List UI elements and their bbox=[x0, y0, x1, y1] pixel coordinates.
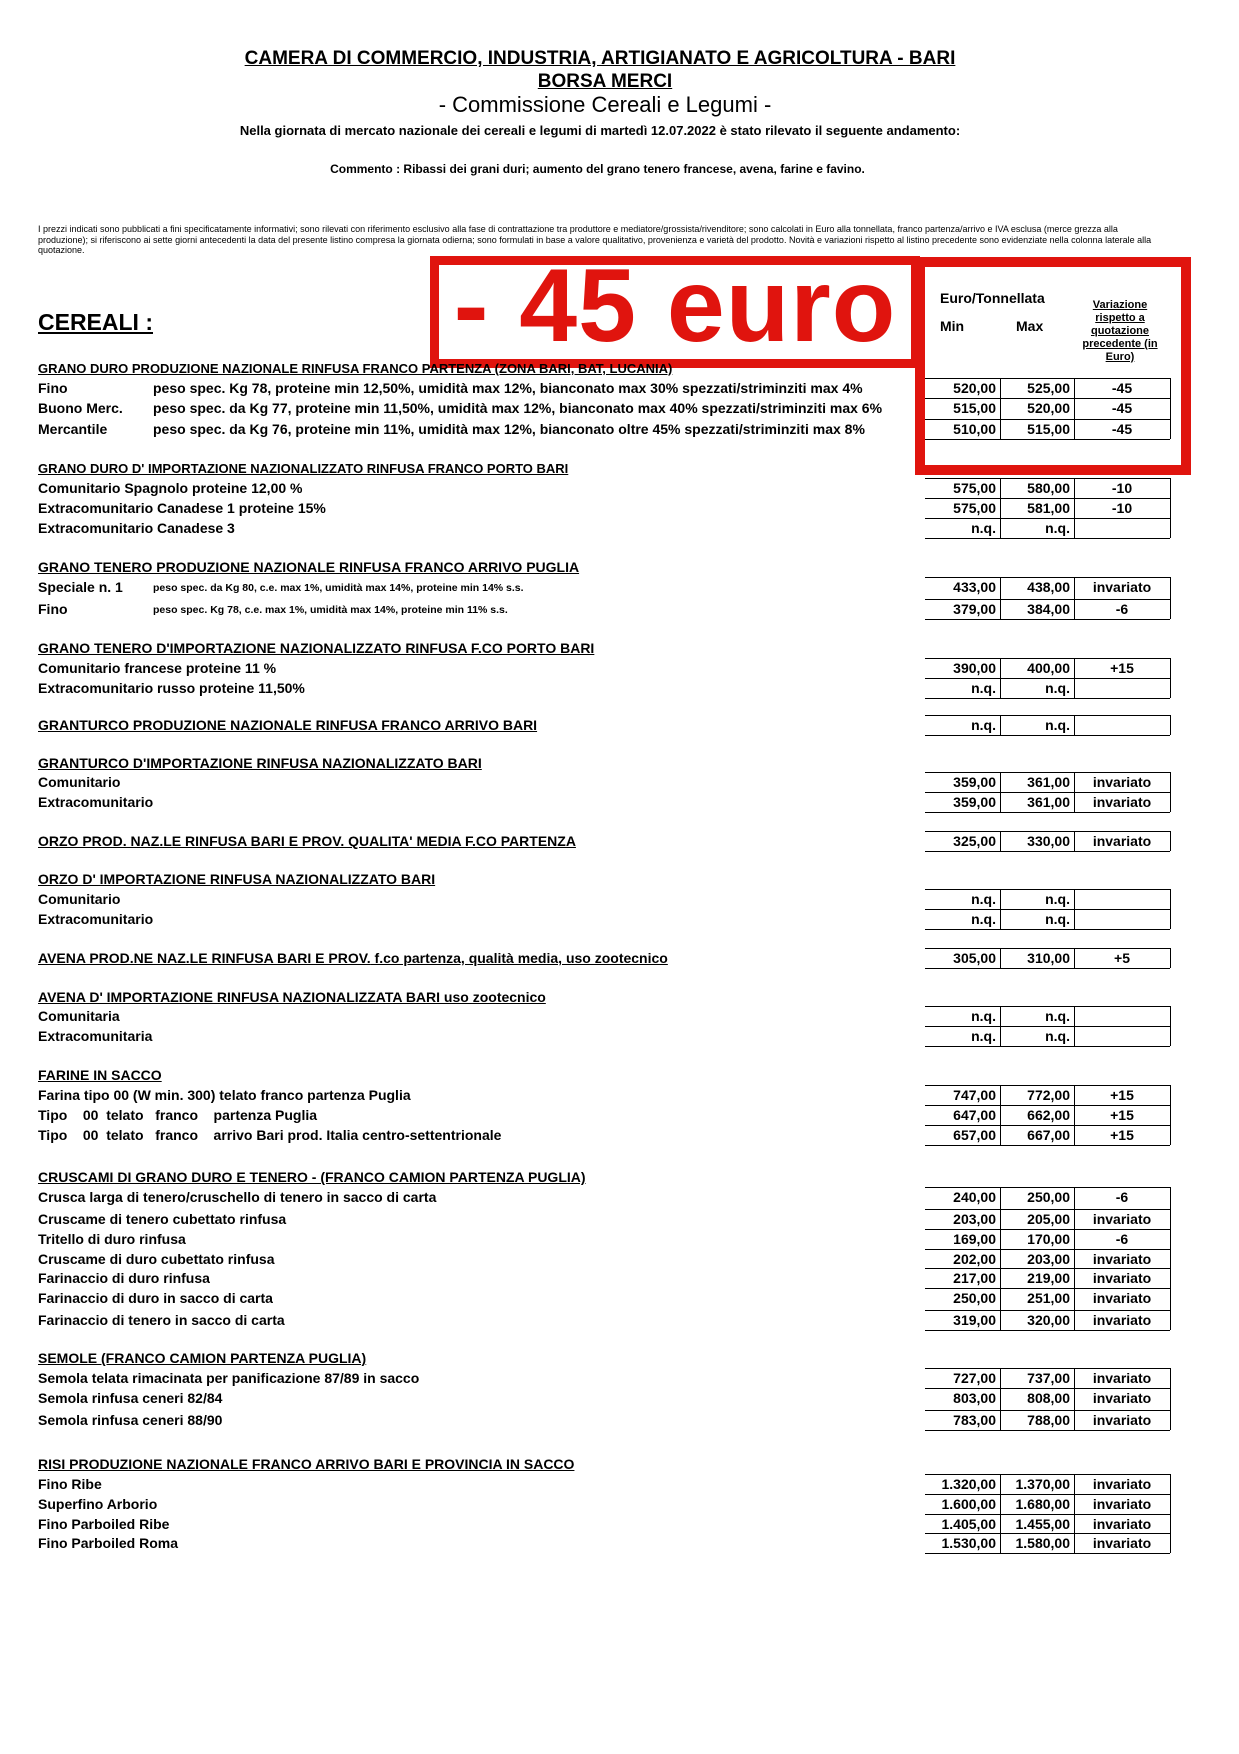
min-price-cell: 390,00 bbox=[953, 660, 996, 676]
row-label: Mercantile bbox=[38, 421, 108, 437]
max-price-cell: 662,00 bbox=[1027, 1107, 1070, 1123]
table-rule-vertical bbox=[1074, 478, 1075, 538]
min-price-cell: 510,00 bbox=[953, 421, 996, 437]
max-price-cell: 1.370,00 bbox=[1015, 1476, 1070, 1492]
table-rule-vertical bbox=[1074, 1368, 1075, 1430]
min-price-cell: 202,00 bbox=[953, 1251, 996, 1267]
table-rule-vertical bbox=[1170, 1368, 1171, 1430]
min-price-cell: n.q. bbox=[971, 680, 996, 696]
table-rule-vertical bbox=[1170, 889, 1171, 929]
table-rule-vertical bbox=[1000, 772, 1001, 812]
table-rule-vertical bbox=[1170, 1085, 1171, 1145]
variation-cell: invariato bbox=[1092, 1370, 1152, 1386]
row-label: Farinaccio di tenero in sacco di carta bbox=[38, 1312, 285, 1328]
table-rule-vertical bbox=[1170, 658, 1171, 698]
section-title: CRUSCAMI DI GRANO DURO E TENERO - (FRANCO CAMION PARTENZA PUGLIA) bbox=[38, 1169, 586, 1185]
row-label: Extracomunitario bbox=[38, 794, 154, 810]
variation-cell: +15 bbox=[1110, 660, 1134, 676]
row-label: Extracomunitario Canadese 3 bbox=[38, 520, 235, 536]
row-label: Extracomunitario Canadese 1 proteine 15% bbox=[38, 500, 326, 516]
section-title: AVENA PROD.NE NAZ.LE RINFUSA BARI E PROV. f.co partenza, qualità media, uso zootecnico bbox=[38, 950, 668, 966]
max-price-cell: n.q. bbox=[1045, 1008, 1070, 1024]
row-label: Comunitaria bbox=[38, 1008, 120, 1024]
row-label: Fino bbox=[38, 601, 68, 617]
table-rule-horizontal bbox=[925, 538, 1170, 539]
min-price-cell: 217,00 bbox=[953, 1270, 996, 1286]
row-label: Cruscame di tenero cubettato rinfusa bbox=[38, 1211, 287, 1227]
table-rule-horizontal bbox=[925, 812, 1170, 813]
row-label: Comunitario bbox=[38, 891, 121, 907]
table-rule-vertical bbox=[1074, 948, 1075, 968]
min-price-cell: n.q. bbox=[971, 1028, 996, 1044]
max-price-cell: 219,00 bbox=[1027, 1270, 1070, 1286]
variation-cell: -6 bbox=[1115, 1189, 1129, 1205]
min-price-cell: n.q. bbox=[971, 1008, 996, 1024]
max-price-cell: n.q. bbox=[1045, 717, 1070, 733]
variation-cell: -45 bbox=[1111, 421, 1133, 437]
row-label: Buono Merc. bbox=[38, 400, 123, 416]
variation-cell: invariato bbox=[1092, 774, 1152, 790]
table-rule-vertical bbox=[1170, 577, 1171, 619]
table-rule-horizontal bbox=[925, 792, 1170, 793]
row-label: Farinaccio di duro rinfusa bbox=[38, 1270, 210, 1286]
min-price-cell: 520,00 bbox=[953, 380, 996, 396]
min-price-cell: 379,00 bbox=[953, 601, 996, 617]
table-rule-horizontal bbox=[925, 1310, 1170, 1311]
table-rule-horizontal bbox=[925, 1388, 1170, 1389]
variation-cell: invariato bbox=[1092, 1516, 1152, 1532]
table-rule-horizontal bbox=[925, 1474, 1170, 1475]
max-price-cell: n.q. bbox=[1045, 891, 1070, 907]
max-price-cell: 361,00 bbox=[1027, 794, 1070, 810]
table-rule-vertical bbox=[1000, 715, 1001, 735]
section-title: RISI PRODUZIONE NAZIONALE FRANCO ARRIVO BARI E PROVINCIA IN SACCO bbox=[38, 1456, 575, 1472]
row-label: Cruscame di duro cubettato rinfusa bbox=[38, 1251, 275, 1267]
max-price-cell: 667,00 bbox=[1027, 1127, 1070, 1143]
table-rule-horizontal bbox=[925, 1268, 1170, 1269]
table-rule-vertical bbox=[1074, 772, 1075, 812]
max-price-cell: n.q. bbox=[1045, 680, 1070, 696]
row-label: Fino Parboiled Roma bbox=[38, 1535, 179, 1551]
table-rule-horizontal bbox=[925, 478, 1170, 479]
max-price-cell: 1.580,00 bbox=[1015, 1535, 1070, 1551]
table-rule-horizontal bbox=[925, 948, 1170, 949]
variation-cell: invariato bbox=[1092, 1312, 1152, 1328]
min-price-cell: 250,00 bbox=[953, 1290, 996, 1306]
min-price-cell: 1.320,00 bbox=[941, 1476, 996, 1492]
table-rule-vertical bbox=[1074, 658, 1075, 698]
market-comment: Commento : Ribassi dei grani duri; aumento del grano tenero francese, avena, farine e favino. bbox=[330, 162, 865, 176]
table-rule-horizontal bbox=[925, 1430, 1170, 1431]
max-price-cell: 250,00 bbox=[1027, 1189, 1070, 1205]
variation-cell: invariato bbox=[1092, 1251, 1152, 1267]
table-rule-vertical bbox=[1000, 577, 1001, 619]
row-label: Semola rinfusa ceneri 88/90 bbox=[38, 1412, 223, 1428]
table-rule-horizontal bbox=[925, 1026, 1170, 1027]
max-price-cell: 384,00 bbox=[1027, 601, 1070, 617]
max-price-cell: 400,00 bbox=[1027, 660, 1070, 676]
row-label: Comunitario Spagnolo proteine 12,00 % bbox=[38, 480, 303, 496]
max-price-cell: 330,00 bbox=[1027, 833, 1070, 849]
variation-cell: invariato bbox=[1092, 1290, 1152, 1306]
row-desc: peso spec. Kg 78, proteine min 12,50%, umidità max 12%, bianconato max 30% spezzati/striminziti max 4% bbox=[153, 380, 863, 396]
row-label: Extracomunitaria bbox=[38, 1028, 153, 1044]
min-price-cell: 319,00 bbox=[953, 1312, 996, 1328]
max-price-cell: 520,00 bbox=[1027, 400, 1070, 416]
row-label: Extracomunitario russo proteine 11,50% bbox=[38, 680, 305, 696]
max-price-cell: n.q. bbox=[1045, 911, 1070, 927]
table-rule-horizontal bbox=[925, 1229, 1170, 1230]
table-rule-horizontal bbox=[925, 1209, 1170, 1210]
table-rule-horizontal bbox=[925, 1288, 1170, 1289]
max-price-cell: n.q. bbox=[1045, 1028, 1070, 1044]
table-rule-vertical bbox=[1170, 948, 1171, 968]
section-title: GRANO DURO PRODUZIONE NAZIONALE RINFUSA FRANCO PARTENZA (ZONA BARI, BAT, LUCANIA) bbox=[38, 361, 673, 376]
row-label: Tipo 00 telato franco partenza Puglia bbox=[38, 1107, 318, 1123]
max-price-cell: 361,00 bbox=[1027, 774, 1070, 790]
min-price-cell: 727,00 bbox=[953, 1370, 996, 1386]
variation-header: Variazione rispetto a quotazione precedente (in Euro) bbox=[1082, 299, 1158, 363]
disclaimer-text: I prezzi indicati sono pubblicati a fini specificatamente informativi; sono rilevati con riferimento esclusivo alla fase di contrattazione tra produttore e mediatore/grossista/rivenditore; sono calcolati in Euro alla tonnellata, franco partenza/arrivo e IVA esclusa (merce grezza alla produzione); si riferiscono ai sette giorni antecedenti la data del presente listino compresa la giornata odierna; sono formulati in base a valore qualitativo, provenienza e varietà del prodotto. Novità e variazioni rispetto al listino precedente sono evidenziate nella colonna laterale alla quotazione. bbox=[38, 224, 1152, 255]
row-desc: peso spec. da Kg 80, c.e. max 1%, umidità max 14%, proteine min 14% s.s. bbox=[153, 582, 524, 594]
variation-cell: -6 bbox=[1115, 1231, 1129, 1247]
row-label: Semola telata rimacinata per panificazione 87/89 in sacco bbox=[38, 1370, 420, 1386]
variation-cell: -10 bbox=[1111, 480, 1133, 496]
min-price-cell: 305,00 bbox=[953, 950, 996, 966]
variation-cell: invariato bbox=[1092, 1270, 1152, 1286]
section-title: GRANO TENERO PRODUZIONE NAZIONALE RINFUSA FRANCO ARRIVO PUGLIA bbox=[38, 559, 580, 575]
table-rule-horizontal bbox=[925, 599, 1170, 600]
min-price-cell: 325,00 bbox=[953, 833, 996, 849]
table-rule-vertical bbox=[1074, 1474, 1075, 1553]
table-rule-vertical bbox=[1074, 1187, 1075, 1330]
table-rule-vertical bbox=[1170, 478, 1171, 538]
unit-header: Euro/Tonnellata bbox=[940, 290, 1045, 306]
max-price-cell: 320,00 bbox=[1027, 1312, 1070, 1328]
section-title: ORZO D' IMPORTAZIONE RINFUSA NAZIONALIZZATO BARI bbox=[38, 871, 436, 887]
table-rule-vertical bbox=[1074, 831, 1075, 851]
table-rule-horizontal bbox=[925, 1006, 1170, 1007]
table-rule-horizontal bbox=[925, 889, 1170, 890]
section-title: FARINE IN SACCO bbox=[38, 1067, 162, 1083]
table-rule-vertical bbox=[1170, 1187, 1171, 1330]
table-rule-horizontal bbox=[925, 1249, 1170, 1250]
table-rule-vertical bbox=[1170, 715, 1171, 735]
table-rule-horizontal bbox=[925, 498, 1170, 499]
variation-cell: invariato bbox=[1092, 1476, 1152, 1492]
variation-cell: invariato bbox=[1092, 794, 1152, 810]
table-rule-horizontal bbox=[925, 772, 1170, 773]
table-rule-horizontal bbox=[925, 1330, 1170, 1331]
variation-cell: invariato bbox=[1092, 1390, 1152, 1406]
table-rule-horizontal bbox=[925, 715, 1170, 716]
market-day-line: Nella giornata di mercato nazionale dei cereali e legumi di martedì 12.07.2022 è stato rilevato il seguente andamento: bbox=[239, 123, 961, 138]
row-label: Tipo 00 telato franco arrivo Bari prod. Italia centro-settentrionale bbox=[38, 1127, 502, 1143]
max-price-cell: 525,00 bbox=[1027, 380, 1070, 396]
table-rule-horizontal bbox=[925, 678, 1170, 679]
variation-cell: +5 bbox=[1114, 950, 1130, 966]
row-label: Fino bbox=[38, 380, 68, 396]
table-rule-horizontal bbox=[925, 1105, 1170, 1106]
table-rule-horizontal bbox=[925, 577, 1170, 578]
table-rule-vertical bbox=[1074, 1085, 1075, 1145]
table-rule-horizontal bbox=[925, 1514, 1170, 1515]
min-price-cell: 657,00 bbox=[953, 1127, 996, 1143]
variation-cell: invariato bbox=[1092, 579, 1152, 595]
table-rule-vertical bbox=[1000, 1474, 1001, 1553]
min-price-cell: n.q. bbox=[971, 717, 996, 733]
variation-cell: +15 bbox=[1110, 1107, 1134, 1123]
row-desc: peso spec. da Kg 76, proteine min 11%, umidità max 12%, bianconato oltre 45% spezzati/striminziti max 8% bbox=[153, 421, 865, 437]
max-price-cell: 580,00 bbox=[1027, 480, 1070, 496]
table-rule-vertical bbox=[1170, 772, 1171, 812]
table-rule-horizontal bbox=[925, 619, 1170, 620]
variation-cell: -45 bbox=[1111, 400, 1133, 416]
variation-cell: invariato bbox=[1092, 1211, 1152, 1227]
section-title: GRANO TENERO D'IMPORTAZIONE NAZIONALIZZATO RINFUSA F.CO PORTO BARI bbox=[38, 640, 595, 656]
table-rule-horizontal bbox=[925, 968, 1170, 969]
max-price-cell: 310,00 bbox=[1027, 950, 1070, 966]
min-price-cell: 783,00 bbox=[953, 1412, 996, 1428]
table-rule-vertical bbox=[1000, 889, 1001, 929]
table-rule-horizontal bbox=[925, 929, 1170, 930]
min-price-cell: 647,00 bbox=[953, 1107, 996, 1123]
max-price-cell: 772,00 bbox=[1027, 1087, 1070, 1103]
min-price-cell: 803,00 bbox=[953, 1390, 996, 1406]
max-price-cell: 808,00 bbox=[1027, 1390, 1070, 1406]
variation-cell: invariato bbox=[1092, 1535, 1152, 1551]
row-label: Fino Parboiled Ribe bbox=[38, 1516, 170, 1532]
row-label: Semola rinfusa ceneri 82/84 bbox=[38, 1390, 223, 1406]
max-price-cell: 203,00 bbox=[1027, 1251, 1070, 1267]
row-label: Superfino Arborio bbox=[38, 1496, 158, 1512]
min-price-cell: 359,00 bbox=[953, 794, 996, 810]
table-rule-vertical bbox=[1074, 715, 1075, 735]
min-price-cell: 515,00 bbox=[953, 400, 996, 416]
table-rule-horizontal bbox=[925, 518, 1170, 519]
section-title: GRANO DURO D' IMPORTAZIONE NAZIONALIZZATO RINFUSA FRANCO PORTO BARI bbox=[38, 461, 569, 476]
row-label: Tritello di duro rinfusa bbox=[38, 1231, 186, 1247]
commission-title: - Commissione Cereali e Legumi - bbox=[438, 92, 772, 117]
table-rule-horizontal bbox=[925, 851, 1170, 852]
table-rule-horizontal bbox=[925, 735, 1170, 736]
table-rule-vertical bbox=[1170, 831, 1171, 851]
table-rule-horizontal bbox=[925, 1410, 1170, 1411]
variation-cell: +15 bbox=[1110, 1087, 1134, 1103]
min-price-cell: 359,00 bbox=[953, 774, 996, 790]
min-price-cell: 1.530,00 bbox=[941, 1535, 996, 1551]
table-rule-horizontal bbox=[925, 1187, 1170, 1188]
max-price-cell: n.q. bbox=[1045, 520, 1070, 536]
table-rule-horizontal bbox=[925, 1046, 1170, 1047]
row-desc: peso spec. Kg 78, c.e. max 1%, umidità max 14%, proteine min 11% s.s. bbox=[153, 604, 508, 616]
table-rule-vertical bbox=[1170, 1006, 1171, 1046]
highlight-frame bbox=[915, 257, 1191, 475]
row-label: Comunitario francese proteine 11 % bbox=[38, 660, 277, 676]
variation-cell: +15 bbox=[1110, 1127, 1134, 1143]
min-price-cell: 575,00 bbox=[953, 500, 996, 516]
row-label: Extracomunitario bbox=[38, 911, 154, 927]
table-rule-horizontal bbox=[925, 1533, 1170, 1534]
max-price-cell: 1.680,00 bbox=[1015, 1496, 1070, 1512]
chamber-title: CAMERA DI COMMERCIO, INDUSTRIA, ARTIGIANATO E AGRICOLTURA - BARI bbox=[244, 48, 956, 69]
table-rule-vertical bbox=[1170, 1474, 1171, 1553]
min-price-cell: 169,00 bbox=[953, 1231, 996, 1247]
section-title: AVENA D' IMPORTAZIONE RINFUSA NAZIONALIZZATA BARI uso zootecnico bbox=[38, 989, 546, 1005]
table-rule-horizontal bbox=[925, 909, 1170, 910]
price-drop-stamp-text: - 45 euro bbox=[453, 248, 897, 364]
min-price-cell: 747,00 bbox=[953, 1087, 996, 1103]
max-price-cell: 737,00 bbox=[1027, 1370, 1070, 1386]
section-title: GRANTURCO D'IMPORTAZIONE RINFUSA NAZIONALIZZATO BARI bbox=[38, 755, 482, 771]
max-price-cell: 515,00 bbox=[1027, 421, 1070, 437]
min-price-cell: 1.600,00 bbox=[941, 1496, 996, 1512]
row-label: Fino Ribe bbox=[38, 1476, 102, 1492]
table-rule-vertical bbox=[1000, 658, 1001, 698]
section-title: SEMOLE (FRANCO CAMION PARTENZA PUGLIA) bbox=[38, 1350, 367, 1366]
row-label: Crusca larga di tenero/cruschello di tenero in sacco di carta bbox=[38, 1189, 437, 1205]
max-header: Max bbox=[1016, 318, 1044, 334]
table-rule-vertical bbox=[1000, 831, 1001, 851]
min-price-cell: n.q. bbox=[971, 891, 996, 907]
max-price-cell: 1.455,00 bbox=[1015, 1516, 1070, 1532]
variation-cell: invariato bbox=[1092, 1412, 1152, 1428]
table-rule-vertical bbox=[1000, 1187, 1001, 1330]
min-price-cell: 203,00 bbox=[953, 1211, 996, 1227]
row-label: Comunitario bbox=[38, 774, 121, 790]
table-rule-horizontal bbox=[925, 1368, 1170, 1369]
table-rule-vertical bbox=[1000, 948, 1001, 968]
table-rule-vertical bbox=[1000, 478, 1001, 538]
row-label: Farina tipo 00 (W min. 300) telato franco partenza Puglia bbox=[38, 1087, 411, 1103]
row-label: Farinaccio di duro in sacco di carta bbox=[38, 1290, 273, 1306]
min-price-cell: 575,00 bbox=[953, 480, 996, 496]
variation-cell: -6 bbox=[1115, 601, 1129, 617]
min-price-cell: n.q. bbox=[971, 911, 996, 927]
cereali-heading: CEREALI : bbox=[38, 309, 153, 335]
table-rule-vertical bbox=[1000, 1085, 1001, 1145]
table-rule-horizontal bbox=[925, 831, 1170, 832]
max-price-cell: 581,00 bbox=[1027, 500, 1070, 516]
section-title: GRANTURCO PRODUZIONE NAZIONALE RINFUSA FRANCO ARRIVO BARI bbox=[38, 717, 538, 733]
table-rule-horizontal bbox=[925, 1145, 1170, 1146]
borsa-merci-title: BORSA MERCI bbox=[537, 71, 673, 92]
variation-cell: -45 bbox=[1111, 380, 1133, 396]
max-price-cell: 788,00 bbox=[1027, 1412, 1070, 1428]
max-price-cell: 170,00 bbox=[1027, 1231, 1070, 1247]
variation-cell: -10 bbox=[1111, 500, 1133, 516]
min-price-cell: n.q. bbox=[971, 520, 996, 536]
min-price-cell: 1.405,00 bbox=[941, 1516, 996, 1532]
max-price-cell: 251,00 bbox=[1027, 1290, 1070, 1306]
table-rule-horizontal bbox=[925, 658, 1170, 659]
table-rule-vertical bbox=[1074, 889, 1075, 929]
table-rule-vertical bbox=[1074, 577, 1075, 619]
min-price-cell: 433,00 bbox=[953, 579, 996, 595]
row-desc: peso spec. da Kg 77, proteine min 11,50%, umidità max 12%, bianconato max 40% spezzati/striminziti max 6% bbox=[153, 400, 883, 416]
table-rule-horizontal bbox=[925, 1125, 1170, 1126]
table-rule-horizontal bbox=[925, 1494, 1170, 1495]
min-header: Min bbox=[940, 318, 965, 334]
max-price-cell: 438,00 bbox=[1027, 579, 1070, 595]
section-title: ORZO PROD. NAZ.LE RINFUSA BARI E PROV. QUALITA' MEDIA F.CO PARTENZA bbox=[38, 833, 576, 849]
min-price-cell: 240,00 bbox=[953, 1189, 996, 1205]
table-rule-vertical bbox=[1000, 1006, 1001, 1046]
variation-cell: invariato bbox=[1092, 833, 1152, 849]
table-rule-vertical bbox=[1000, 1368, 1001, 1430]
max-price-cell: 205,00 bbox=[1027, 1211, 1070, 1227]
table-rule-horizontal bbox=[925, 698, 1170, 699]
variation-cell: invariato bbox=[1092, 1496, 1152, 1512]
row-label: Speciale n. 1 bbox=[38, 579, 123, 595]
table-rule-horizontal bbox=[925, 1085, 1170, 1086]
table-rule-vertical bbox=[1074, 1006, 1075, 1046]
table-rule-horizontal bbox=[925, 1553, 1170, 1554]
